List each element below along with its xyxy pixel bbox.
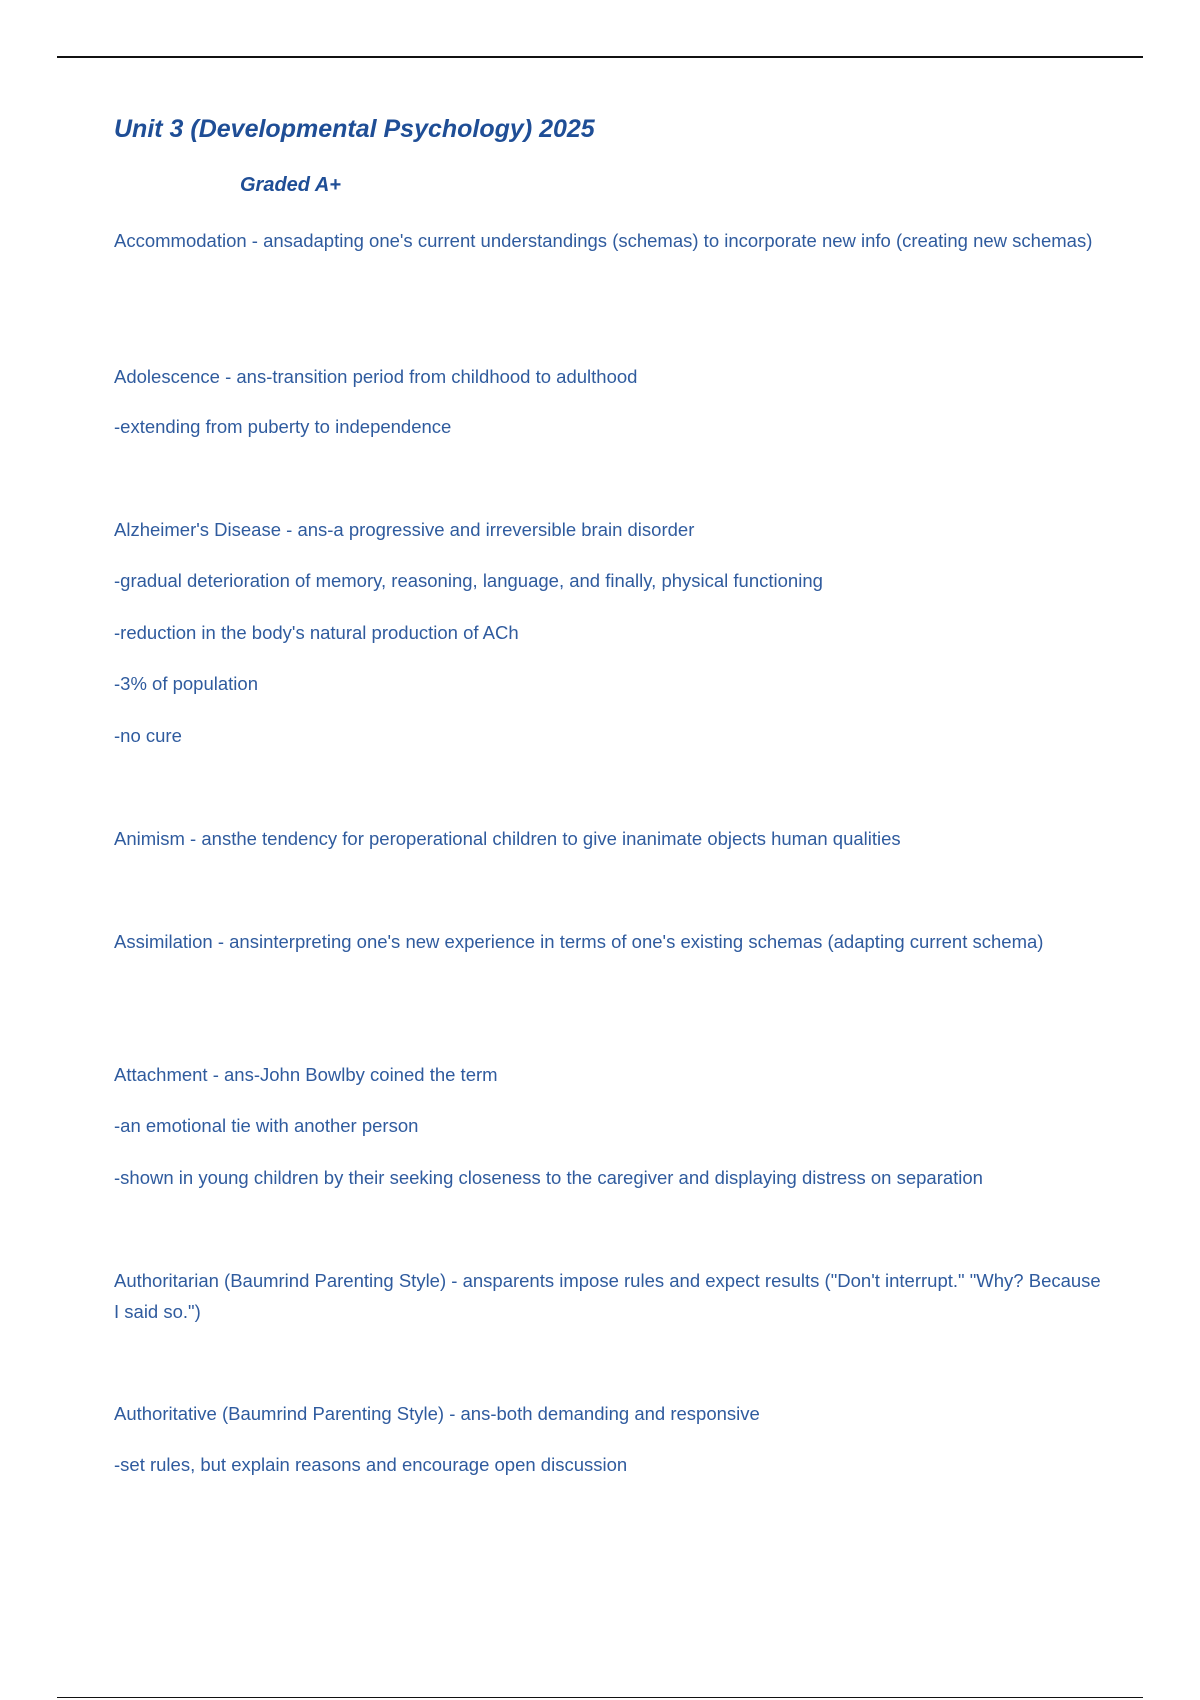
entry-adolescence: Adolescence - ans-transition period from childhood to adulthood	[114, 366, 638, 387]
document-title: Unit 3 (Developmental Psychology) 2025	[114, 115, 595, 143]
entry-alzheimers: Alzheimer's Disease - ans-a progressive and irreversible brain disorder	[114, 519, 695, 540]
entry-assimilation: Assimilation - ansinterpreting one's new experience in terms of one's existing schemas (adapting current schema)	[114, 931, 1044, 952]
entry-attachment-detail: -shown in young children by their seeking closeness to the caregiver and displaying distress on separation	[114, 1167, 983, 1188]
header-rule	[57, 56, 1143, 58]
entry-alzheimers-detail: -no cure	[114, 725, 182, 746]
entry-authoritative: Authoritative (Baumrind Parenting Style) - ans-both demanding and responsive	[114, 1403, 760, 1424]
entry-alzheimers-detail: -3% of population	[114, 673, 258, 694]
entry-attachment: Attachment - ans-John Bowlby coined the term	[114, 1064, 498, 1085]
entry-attachment-detail: -an emotional tie with another person	[114, 1115, 419, 1136]
footer-rule	[57, 1697, 1143, 1698]
entry-animism: Animism - ansthe tendency for peroperational children to give inanimate objects human qualities	[114, 828, 901, 849]
entry-alzheimers-detail: -reduction in the body's natural production of ACh	[114, 622, 519, 643]
entry-alzheimers-detail: -gradual deterioration of memory, reasoning, language, and finally, physical functioning	[114, 570, 823, 591]
entry-adolescence-detail: -extending from puberty to independence	[114, 416, 452, 437]
entry-accommodation: Accommodation - ansadapting one's current understandings (schemas) to incorporate new info (creating new schemas)	[114, 230, 1093, 251]
document-subtitle: Graded A+	[240, 174, 341, 196]
entry-authoritative-detail: -set rules, but explain reasons and encourage open discussion	[114, 1454, 628, 1475]
entry-authoritarian: Authoritarian (Baumrind Parenting Style) - ansparents impose rules and expect results ("Don't interrupt." "Why? Because I said so.")	[114, 1270, 1101, 1322]
